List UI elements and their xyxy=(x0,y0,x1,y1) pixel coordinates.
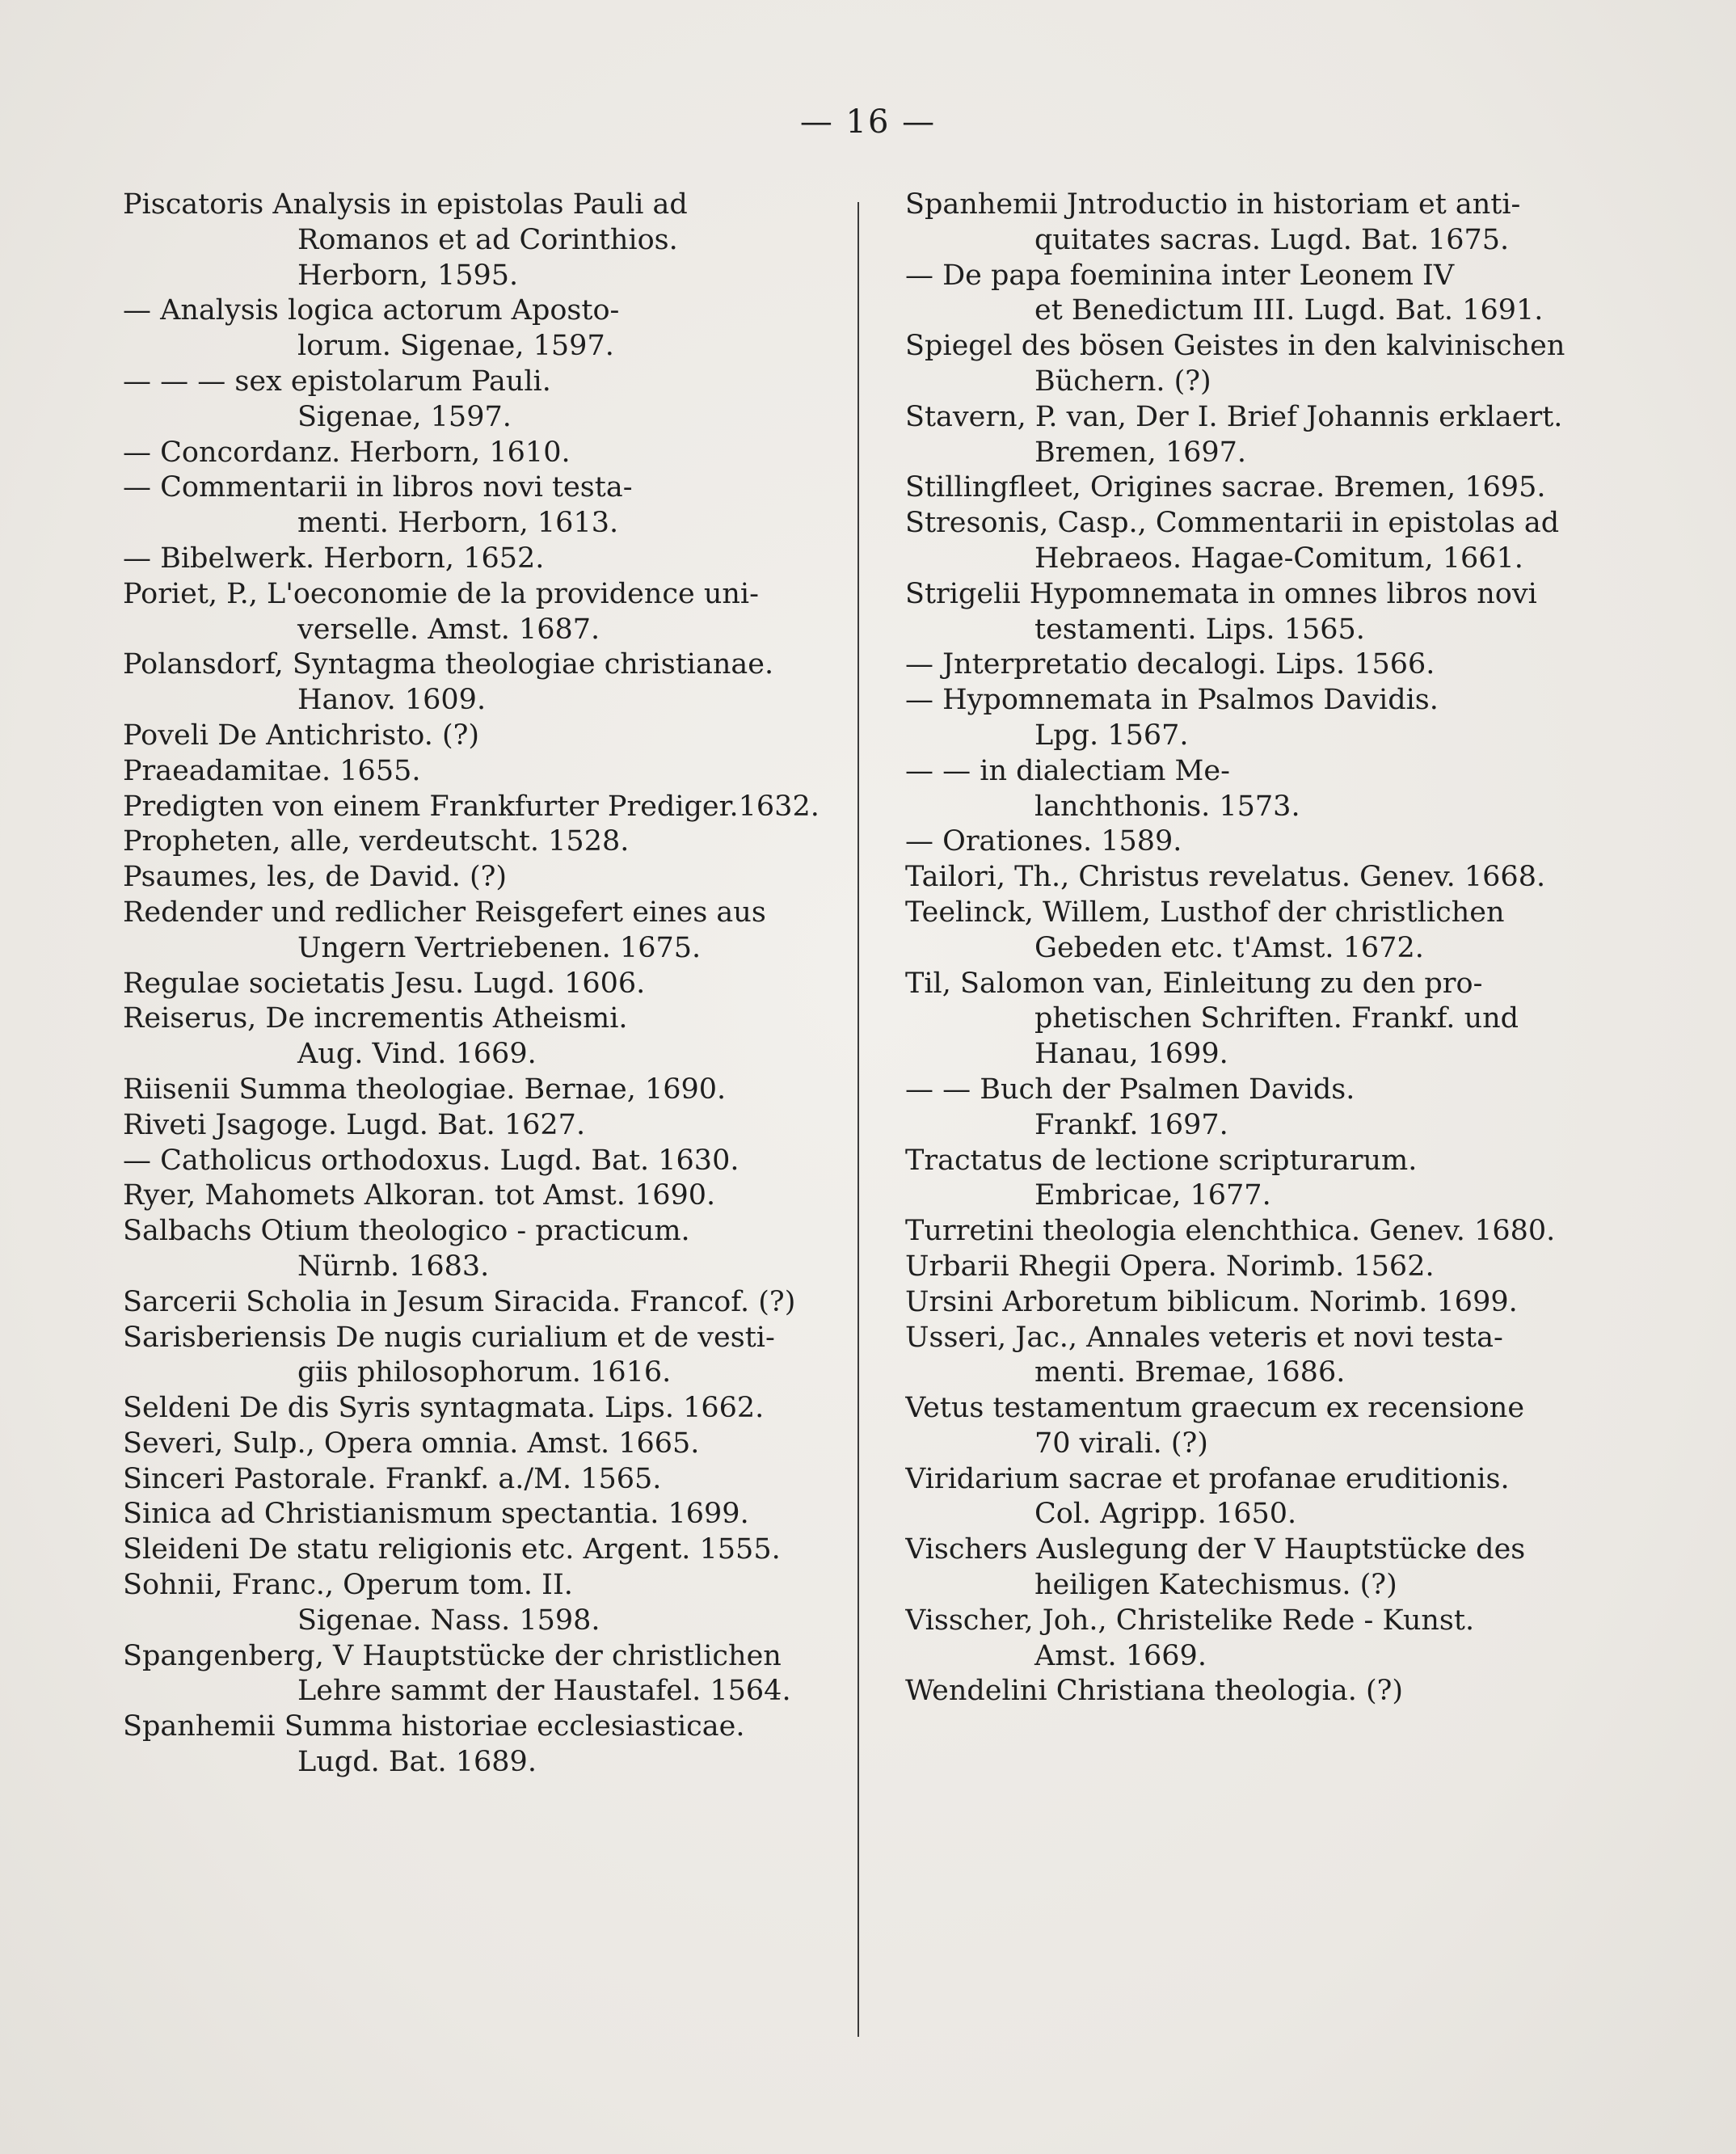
entry-line: Ryer, Mahomets Alkoran. tot Amst. 1690. xyxy=(123,1179,716,1212)
entry-line: — — in dialectiam Me- xyxy=(905,754,1230,787)
entry-line: Sarcerii Scholia in Jesum Siracida. Francof. (?) xyxy=(123,1285,796,1318)
left-column xyxy=(123,188,823,1781)
bibliography-entry xyxy=(905,1144,1591,1215)
entry-line: Sleideni De statu religionis etc. Argent. 1555. xyxy=(123,1533,781,1566)
entry-continuation-line: Hanov. 1609. xyxy=(297,684,487,717)
entry-line: — Jnterpretatio decalogi. Lips. 1566. xyxy=(905,648,1435,681)
bibliography-entry xyxy=(905,400,1591,471)
entry-line: — Hypomnemata in Psalmos Davidis. xyxy=(905,684,1439,717)
entry-line: Spanhemii Summa historiae ecclesiasticae. xyxy=(123,1710,745,1743)
bibliography-entry xyxy=(123,1144,823,1179)
bibliography-entry xyxy=(123,647,823,719)
entry-line: Seldeni De dis Syris syntagmata. Lips. 1662. xyxy=(123,1392,765,1425)
bibliography-entry xyxy=(123,1568,823,1639)
bibliography-entry xyxy=(905,1285,1591,1321)
bibliography-entry xyxy=(123,1497,823,1532)
bibliography-entry xyxy=(905,1674,1591,1709)
bibliography-entry xyxy=(123,1427,823,1462)
entry-line: Poveli De Antichristo. (?) xyxy=(123,719,480,752)
entry-continuation-line: testamenti. Lips. 1565. xyxy=(1034,613,1365,646)
entry-line: Stillingfleet, Origines sacrae. Bremen, 1695. xyxy=(905,471,1546,504)
bibliography-entry xyxy=(905,647,1591,683)
bibliography-entry xyxy=(123,1321,823,1392)
bibliography-entry xyxy=(905,824,1591,860)
bibliography-entry xyxy=(123,470,823,542)
bibliography-entry xyxy=(123,188,823,293)
bibliography-entry xyxy=(905,259,1591,330)
bibliography-entry xyxy=(905,1214,1591,1250)
entry-line: Reiserus, De incrementis Atheismi. xyxy=(123,1002,628,1035)
entry-line: Usseri, Jac., Annales veteris et novi testa- xyxy=(905,1321,1503,1354)
bibliography-entry xyxy=(123,1639,823,1710)
entry-continuation-line: et Benedictum III. Lugd. Bat. 1691. xyxy=(1034,294,1544,327)
entry-continuation-line: Hanau, 1699. xyxy=(1034,1038,1228,1071)
bibliography-entry xyxy=(905,967,1591,1073)
bibliography-entry xyxy=(905,470,1591,506)
bibliography-entry xyxy=(123,1073,823,1108)
bibliography-entry xyxy=(905,1250,1591,1285)
entry-line: — — — sex epistolarum Pauli. xyxy=(123,365,551,398)
entry-line: — De papa foeminina inter Leonem IV xyxy=(905,259,1455,292)
bibliography-entry xyxy=(123,1108,823,1144)
entry-line: Sohnii, Franc., Operum tom. II. xyxy=(123,1569,573,1602)
entry-line: — Orationes. 1589. xyxy=(905,825,1182,858)
entry-continuation-line: Frankf. 1697. xyxy=(1034,1108,1228,1141)
entry-continuation-line: Romanos et ad Corinthios. xyxy=(297,223,678,256)
entry-line: — Commentarii in libros novi testa- xyxy=(123,471,633,504)
entry-line: Sarisberiensis De nugis curialium et de vesti- xyxy=(123,1321,775,1354)
entry-line: Strigelii Hypomnemata in omnes libros novi xyxy=(905,577,1537,610)
entry-continuation-line: verselle. Amst. 1687. xyxy=(297,613,600,646)
bibliography-entry xyxy=(123,436,823,471)
bibliography-entry xyxy=(905,683,1591,754)
bibliography-entry xyxy=(123,754,823,790)
entry-continuation-line: giis philosophorum. 1616. xyxy=(297,1356,672,1389)
column-divider xyxy=(857,202,859,2037)
bibliography-entry xyxy=(905,577,1591,648)
bibliography-entry xyxy=(905,1391,1591,1462)
entry-line: — Concordanz. Herborn, 1610. xyxy=(123,436,571,469)
entry-line: Teelinck, Willem, Lusthof der christlichen xyxy=(905,896,1505,929)
bibliography-entry xyxy=(123,1214,823,1285)
right-column xyxy=(905,188,1591,1709)
bibliography-entry xyxy=(905,1604,1591,1675)
bibliography-entry xyxy=(905,1073,1591,1144)
entry-line: Praeadamitae. 1655. xyxy=(123,754,421,787)
entry-line: Sinceri Pastorale. Frankf. a./M. 1565. xyxy=(123,1462,662,1495)
entry-line: — Catholicus orthodoxus. Lugd. Bat. 1630. xyxy=(123,1144,739,1177)
bibliography-entry xyxy=(905,896,1591,967)
entry-line: Tailori, Th., Christus revelatus. Genev. 1668. xyxy=(905,861,1546,894)
entry-continuation-line: Herborn, 1595. xyxy=(297,259,519,292)
entry-line: Regulae societatis Jesu. Lugd. 1606. xyxy=(123,967,646,1000)
entry-line: Urbarii Rhegii Opera. Norimb. 1562. xyxy=(905,1250,1435,1283)
bibliography-entry xyxy=(123,577,823,648)
entry-continuation-line: lanchthonis. 1573. xyxy=(1034,790,1300,823)
entry-line: Redender und redlicher Reisgefert eines aus xyxy=(123,896,766,929)
bibliography-entry xyxy=(123,896,823,967)
entry-line: Piscatoris Analysis in epistolas Pauli ad xyxy=(123,188,688,221)
entry-line: Severi, Sulp., Opera omnia. Amst. 1665. xyxy=(123,1427,700,1460)
entry-line: Stresonis, Casp., Commentarii in epistolas ad xyxy=(905,507,1560,540)
entry-line: Spiegel des bösen Geistes in den kalvinischen xyxy=(905,330,1565,363)
entry-continuation-line: phetischen Schriften. Frankf. und xyxy=(1034,1002,1519,1035)
bibliography-entry xyxy=(123,790,823,825)
entry-line: — Analysis logica actorum Aposto- xyxy=(123,294,620,327)
entry-line: Wendelini Christiana theologia. (?) xyxy=(905,1675,1404,1708)
entry-continuation-line: lorum. Sigenae, 1597. xyxy=(297,330,614,363)
entry-continuation-line: Hebraeos. Hagae-Comitum, 1661. xyxy=(1034,542,1523,575)
bibliography-entry xyxy=(123,1709,823,1781)
bibliography-entry xyxy=(123,967,823,1002)
entry-line: Til, Salomon van, Einleitung zu den pro- xyxy=(905,967,1483,1000)
entry-continuation-line: menti. Herborn, 1613. xyxy=(297,507,619,540)
entry-line: Salbachs Otium theologico - practicum. xyxy=(123,1215,690,1248)
entry-continuation-line: Büchern. (?) xyxy=(1034,365,1211,398)
entry-line: Riisenii Summa theologiae. Bernae, 1690. xyxy=(123,1073,727,1106)
entry-continuation-line: Sigenae, 1597. xyxy=(297,400,512,433)
bibliography-entry xyxy=(905,754,1591,825)
entry-line: — Bibelwerk. Herborn, 1652. xyxy=(123,542,545,575)
bibliography-entry xyxy=(123,293,823,365)
entry-continuation-line: Embricae, 1677. xyxy=(1034,1179,1271,1212)
bibliography-entry xyxy=(905,1321,1591,1392)
entry-line: Psaumes, les, de David. (?) xyxy=(123,861,508,894)
entry-continuation-line: heiligen Katechismus. (?) xyxy=(1034,1569,1397,1602)
entry-continuation-line: 70 virali. (?) xyxy=(1034,1427,1208,1460)
bibliography-entry xyxy=(123,365,823,436)
entry-continuation-line: quitates sacras. Lugd. Bat. 1675. xyxy=(1034,223,1510,256)
bibliography-entry xyxy=(123,1391,823,1427)
entry-continuation-line: Lugd. Bat. 1689. xyxy=(297,1746,537,1779)
entry-continuation-line: Bremen, 1697. xyxy=(1034,436,1247,469)
entry-line: Viridarium sacrae et profanae eruditionis. xyxy=(905,1462,1510,1495)
entry-line: Sinica ad Christianismum spectantia. 1699. xyxy=(123,1498,749,1531)
entry-line: Vetus testamentum graecum ex recensione xyxy=(905,1392,1525,1425)
bibliography-entry xyxy=(905,188,1591,259)
entry-line: Stavern, P. van, Der I. Brief Johannis erklaert. xyxy=(905,400,1563,433)
bibliography-entry xyxy=(123,1001,823,1073)
entry-line: Polansdorf, Syntagma theologiae christianae. xyxy=(123,648,774,681)
entry-line: Tractatus de lectione scripturarum. xyxy=(905,1144,1418,1177)
entry-line: Propheten, alle, verdeutscht. 1528. xyxy=(123,825,630,858)
entry-continuation-line: Nürnb. 1683. xyxy=(297,1250,490,1283)
bibliography-entry xyxy=(123,542,823,577)
bibliography-entry xyxy=(905,1462,1591,1533)
entry-line: Predigten von einem Frankfurter Prediger.1632. xyxy=(123,790,820,823)
entry-line: Turretini theologia elenchthica. Genev. 1680. xyxy=(905,1215,1556,1248)
entry-line: Spanhemii Jntroductio in historiam et anti- xyxy=(905,188,1521,221)
entry-continuation-line: Amst. 1669. xyxy=(1034,1639,1207,1672)
entry-line: Poriet, P., L'oeconomie de la providence uni- xyxy=(123,577,759,610)
bibliography-entry xyxy=(123,824,823,860)
entry-continuation-line: Aug. Vind. 1669. xyxy=(297,1038,537,1071)
entry-line: Visscher, Joh., Christelike Rede - Kunst. xyxy=(905,1604,1475,1637)
page-number: — 16 — xyxy=(799,103,937,141)
entry-line: — — Buch der Psalmen Davids. xyxy=(905,1073,1355,1106)
entry-line: Spangenberg, V Hauptstücke der christlichen xyxy=(123,1639,782,1672)
bibliography-entry xyxy=(123,860,823,896)
entry-continuation-line: Sigenae. Nass. 1598. xyxy=(297,1604,600,1637)
bibliography-entry xyxy=(123,1462,823,1498)
entry-continuation-line: menti. Bremae, 1686. xyxy=(1034,1356,1346,1389)
bibliography-entry xyxy=(123,1178,823,1214)
bibliography-entry xyxy=(123,1532,823,1568)
entry-continuation-line: Ungern Vertriebenen. 1675. xyxy=(297,931,702,964)
bibliography-entry xyxy=(905,506,1591,577)
bibliography-entry xyxy=(905,860,1591,896)
bibliography-entry xyxy=(905,329,1591,400)
bibliography-entry xyxy=(123,1285,823,1321)
entry-continuation-line: Lpg. 1567. xyxy=(1034,719,1189,752)
bibliography-entry xyxy=(905,1532,1591,1604)
bibliography-entry xyxy=(123,719,823,754)
entry-line: Vischers Auslegung der V Hauptstücke des xyxy=(905,1533,1526,1566)
entry-continuation-line: Lehre sammt der Haustafel. 1564. xyxy=(297,1675,791,1708)
entry-line: Riveti Jsagoge. Lugd. Bat. 1627. xyxy=(123,1108,586,1141)
entry-continuation-line: Col. Agripp. 1650. xyxy=(1034,1498,1297,1531)
entry-line: Ursini Arboretum biblicum. Norimb. 1699. xyxy=(905,1285,1518,1318)
entry-continuation-line: Gebeden etc. t'Amst. 1672. xyxy=(1034,931,1424,964)
